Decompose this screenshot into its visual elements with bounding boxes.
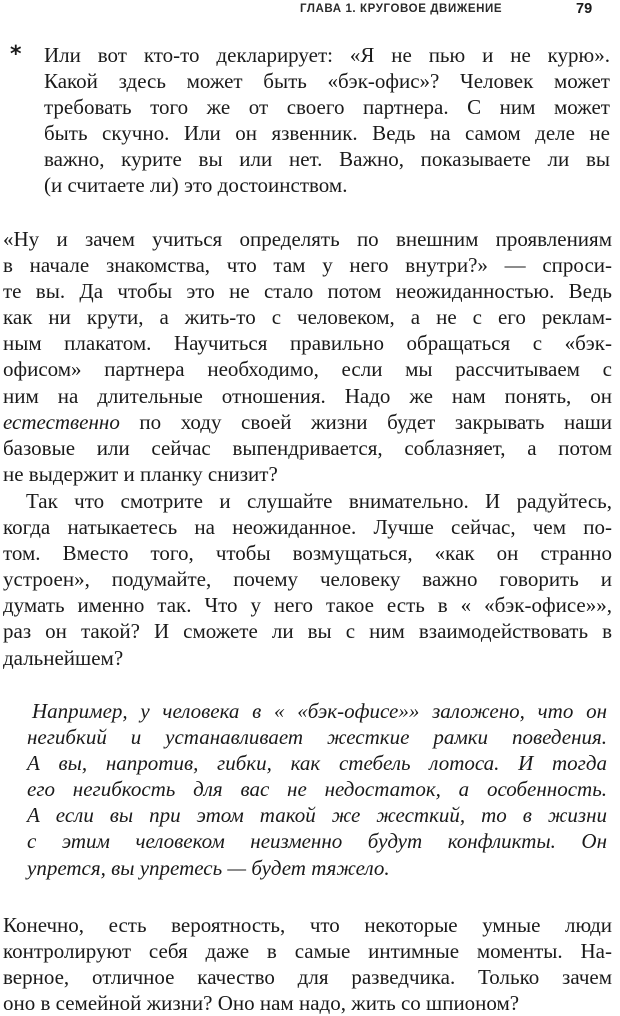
paragraph-line: [3, 409, 612, 435]
example-line: А если вы при этом такой же жесткий, то в жизни: [27, 803, 607, 828]
example-line: Например, у человека в « «бэк-офисе»» заложено, что он: [32, 699, 607, 723]
example-line: упрется, вы упретесь — будет тяжело.: [27, 855, 390, 880]
body-paragraph: [3, 912, 612, 1016]
paragraph-line: «Ну и зачем учиться определять по внешним проявлениям: [3, 227, 612, 251]
aside-line: требовать того же от своего партнера. С ним может: [44, 95, 610, 120]
paragraph-line: дальнейшем?: [3, 645, 124, 670]
aside-line: Какой здесь может быть «бэк-офис»? Человек может: [44, 69, 610, 94]
paragraph-line: том. Вместо того, чтобы возмущаться, «как он странно: [3, 541, 612, 566]
paragraph-line: контролируют себя даже в самые интимные моменты. На-: [3, 939, 612, 964]
page-number: 79: [576, 1, 593, 17]
aside-line: важно, курите вы или нет. Важно, показываете ли вы: [44, 147, 610, 172]
paragraph-line: устроен», подумайте, почему человеку важно говорить и: [3, 567, 612, 592]
page-header: [0, 0, 620, 28]
paragraph-line: оно в семейной жизни? Оно нам надо, жить со шпионом?: [3, 991, 520, 1016]
example-line: с этим человеком неизменно будут конфликты. Он: [27, 829, 607, 854]
paragraph-line: базовые или сейчас выпендривается, соблазняет, а потом: [3, 435, 612, 460]
paragraph-line: не выдержит и планку снизит?: [3, 461, 278, 486]
example-line: А вы, напротив, гибки, как стебель лотоса. И тогда: [27, 751, 607, 776]
paragraph-line: когда натыкаетесь на неожиданное. Лучше сейчас, чем по-: [3, 515, 612, 540]
paragraph-line: раз он такой? И сможете ли вы с ним взаимодействовать в: [3, 619, 612, 644]
body-paragraph: [3, 488, 612, 671]
aside-marker-asterisk: *: [10, 42, 22, 67]
paragraph-line: ным плакатом. Научиться правильно обращаться с «бэк-: [3, 331, 612, 356]
paragraph-line-rest: по ходу своей жизни будет закрывать наши: [119, 409, 612, 434]
paragraph-line: в начале знакомства, что там у него внутри?» — спроси-: [3, 253, 612, 278]
example-line: его негибкость для вас не недостаток, а особенность.: [27, 777, 607, 802]
running-head: ГЛАВА 1. КРУГОВОЕ ДВИЖЕНИЕ: [300, 3, 503, 15]
paragraph-line: офисом» партнера необходимо, если мы рассчитываем с: [3, 357, 612, 382]
aside-line: Или вот кто-то декларирует: «Я не пью и не курю».: [44, 43, 610, 67]
paragraph-line: ним на длительные отношения. Надо же нам понять, он: [3, 383, 612, 408]
paragraph-line: думать именно так. Что у него такое есть в « «бэк-офисе»»,: [3, 593, 612, 618]
paragraph-line: как ни крути, а жить-то с человеком, а не с его реклам-: [3, 305, 612, 330]
aside-line: быть скучно. Или он язвенник. Ведь на самом деле не: [44, 121, 610, 146]
example-line: негибкий и устанавливает жесткие рамки поведения.: [27, 725, 607, 750]
paragraph-line: Так что смотрите и слушайте внимательно. И радуйтесь,: [26, 489, 612, 513]
paragraph-line: те вы. Да чтобы это не стало потом неожиданностью. Ведь: [3, 279, 612, 304]
paragraph-line: верное, отличное качество для разведчика. Только зачем: [3, 965, 612, 990]
emphasis-word: естественно: [3, 409, 120, 434]
aside-line: (и считаете ли) это достоинством.: [44, 173, 348, 198]
paragraph-line: Конечно, есть вероятность, что некоторые умные люди: [3, 913, 612, 937]
example-block: [27, 698, 607, 881]
body-paragraph: [3, 226, 612, 487]
aside-note: [44, 42, 610, 199]
